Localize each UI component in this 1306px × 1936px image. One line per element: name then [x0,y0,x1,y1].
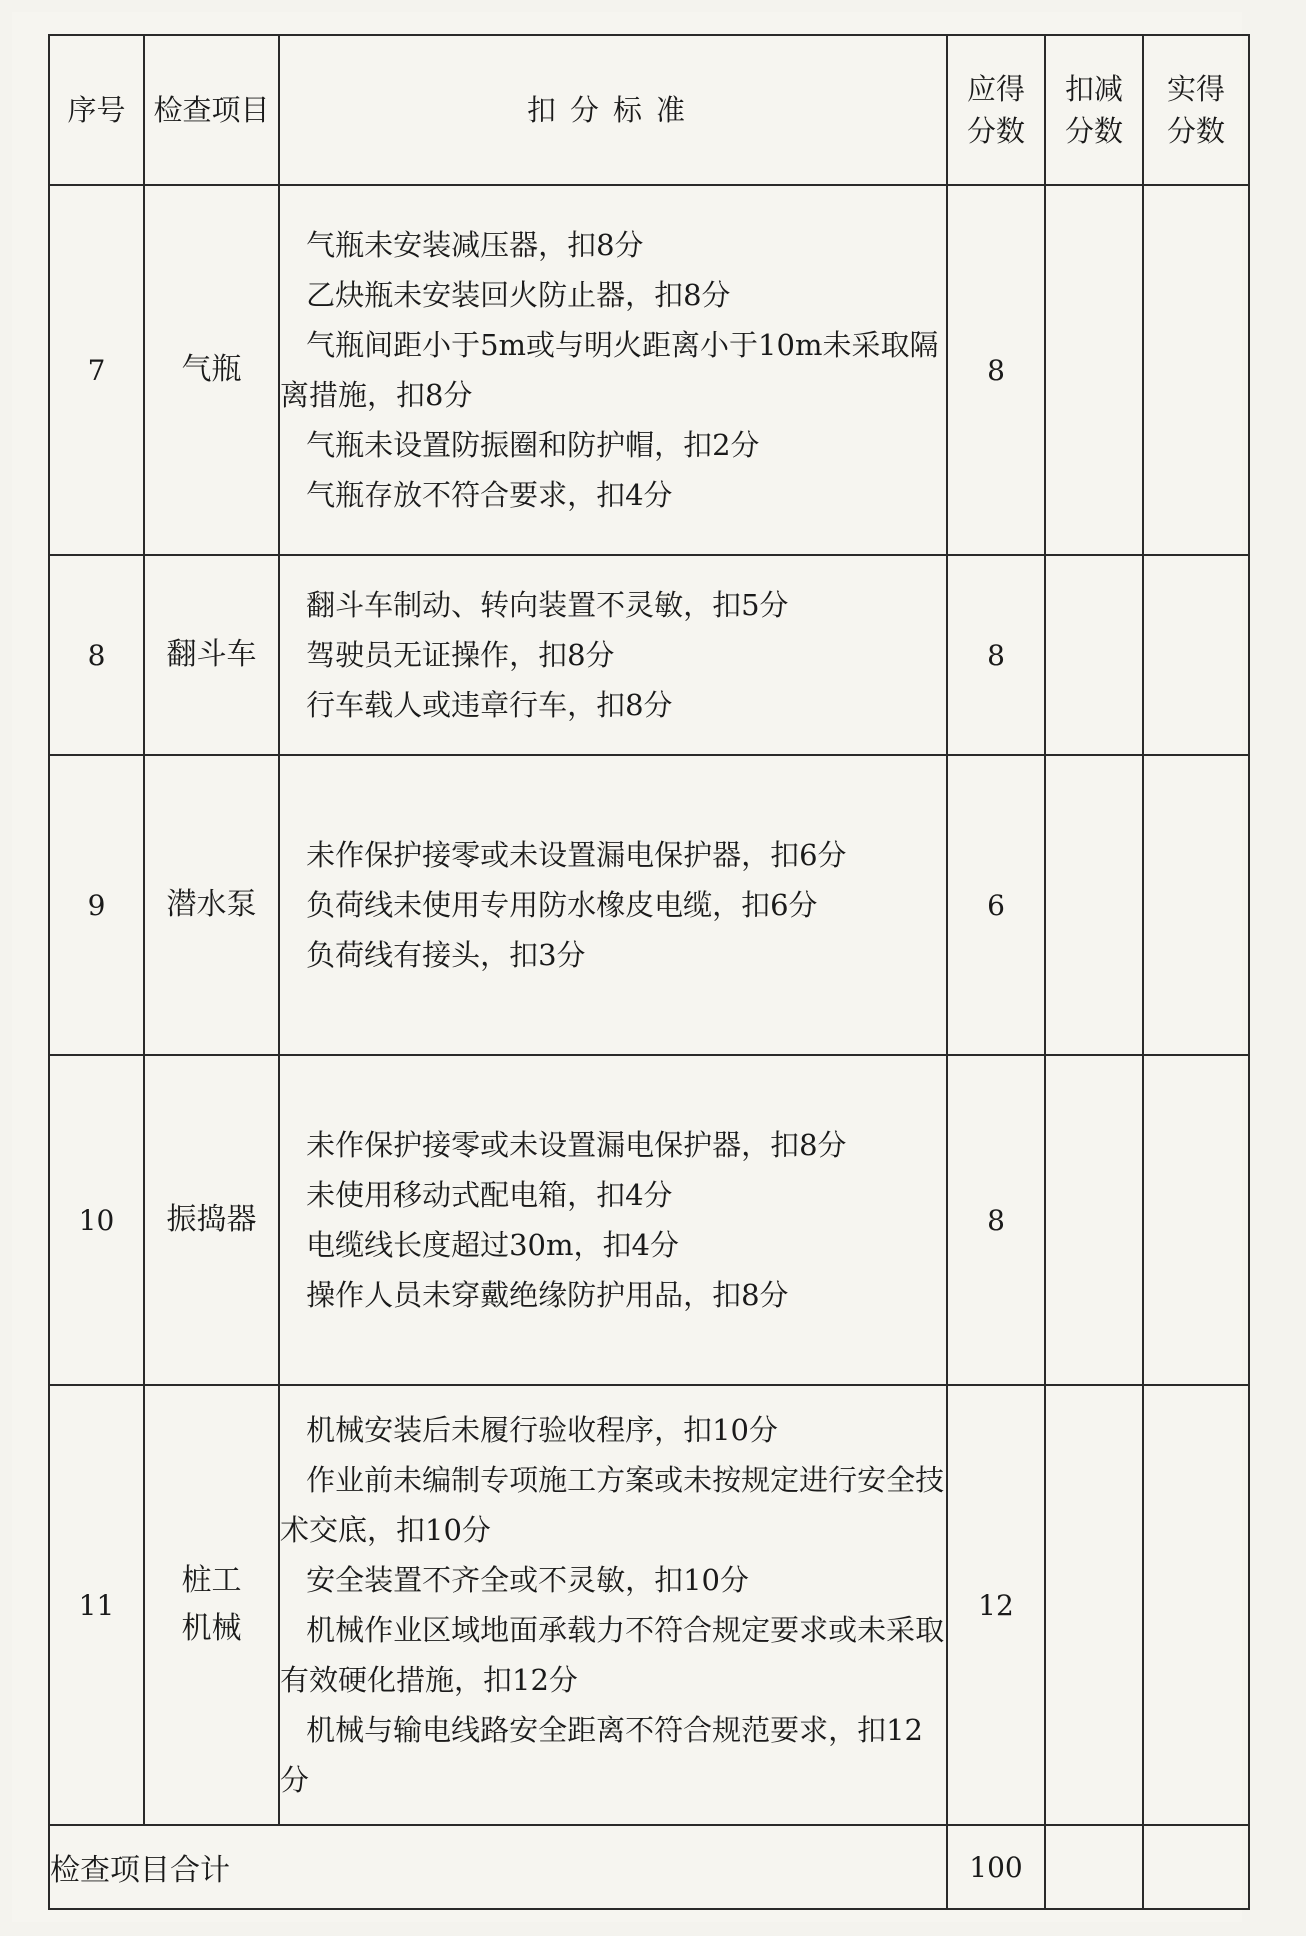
header-deduct-score: 扣减分数 [1045,35,1143,185]
criteria-line: 翻斗车制动、转向装置不灵敏，扣5分 [306,588,789,622]
criteria-line: 未作保护接零或未设置漏电保护器，扣6分 [306,838,847,872]
row-seq: 9 [49,755,144,1055]
row-criteria [279,1385,947,1825]
table-row [49,185,1249,555]
criteria-line: 未作保护接零或未设置漏电保护器，扣8分 [306,1128,847,1162]
row-criteria [279,185,947,555]
header-item: 检查项目 [144,35,279,185]
criteria-line: 安全装置不齐全或不灵敏，扣10分 [306,1563,749,1597]
row-should-score: 8 [947,555,1045,755]
row-seq: 11 [49,1385,144,1825]
total-actual-score [1143,1825,1249,1909]
total-should-score: 100 [947,1825,1045,1909]
header-seq: 序号 [49,35,144,185]
row-actual-score [1143,185,1249,555]
row-seq: 7 [49,185,144,555]
table-row [49,555,1249,755]
table-row [49,1385,1249,1825]
row-deducted-score [1045,185,1143,555]
criteria-line: 气瓶间距小于5m或与明火距离小于10m未采取隔离措施，扣8分 [280,328,939,412]
header-criteria: 扣分标准 [279,35,947,185]
row-item: 潜水泵 [144,755,279,1055]
total-deducted-score [1045,1825,1143,1909]
row-should-score: 6 [947,755,1045,1055]
total-row [49,1825,1249,1909]
criteria-line: 电缆线长度超过30m，扣4分 [306,1228,679,1262]
row-item: 翻斗车 [144,555,279,755]
table-row [49,1055,1249,1385]
row-seq: 10 [49,1055,144,1385]
row-item: 振捣器 [144,1055,279,1385]
row-deducted-score [1045,555,1143,755]
row-should-score: 12 [947,1385,1045,1825]
row-actual-score [1143,755,1249,1055]
header-row [49,35,1249,185]
row-deducted-score [1045,1055,1143,1385]
criteria-line: 驾驶员无证操作，扣8分 [306,638,615,672]
row-criteria [279,755,947,1055]
row-deducted-score [1045,1385,1143,1825]
criteria-line: 机械与输电线路安全距离不符合规范要求，扣12分 [280,1713,923,1797]
row-deducted-score [1045,755,1143,1055]
row-item: 气瓶 [144,185,279,555]
criteria-line: 负荷线有接头，扣3分 [306,938,586,972]
row-criteria [279,1055,947,1385]
total-label: 检查项目合计 [49,1825,947,1909]
criteria-line: 负荷线未使用专用防水橡皮电缆，扣6分 [306,888,818,922]
document-page [12,12,1242,1922]
row-actual-score [1143,1385,1249,1825]
row-actual-score [1143,1055,1249,1385]
row-criteria [279,555,947,755]
criteria-line: 乙炔瓶未安装回火防止器，扣8分 [306,278,731,312]
row-actual-score [1143,555,1249,755]
row-item: 桩工机械 [144,1385,279,1825]
criteria-line: 未使用移动式配电箱，扣4分 [306,1178,673,1212]
criteria-line: 机械安装后未履行验收程序，扣10分 [306,1413,778,1447]
criteria-line: 行车载人或违章行车，扣8分 [306,688,673,722]
criteria-line: 机械作业区域地面承载力不符合规定要求或未采取有效硬化措施，扣12分 [280,1613,945,1697]
criteria-line: 作业前未编制专项施工方案或未按规定进行安全技术交底，扣10分 [280,1463,945,1547]
criteria-line: 气瓶未设置防振圈和防护帽，扣2分 [306,428,760,462]
inspection-score-table [48,34,1250,1910]
row-should-score: 8 [947,185,1045,555]
criteria-line: 气瓶存放不符合要求，扣4分 [306,478,673,512]
table-row [49,755,1249,1055]
criteria-line: 操作人员未穿戴绝缘防护用品，扣8分 [306,1278,789,1312]
header-actual-score: 实得分数 [1143,35,1249,185]
row-should-score: 8 [947,1055,1045,1385]
header-should-score: 应得分数 [947,35,1045,185]
criteria-line: 气瓶未安装减压器，扣8分 [306,228,644,262]
row-seq: 8 [49,555,144,755]
